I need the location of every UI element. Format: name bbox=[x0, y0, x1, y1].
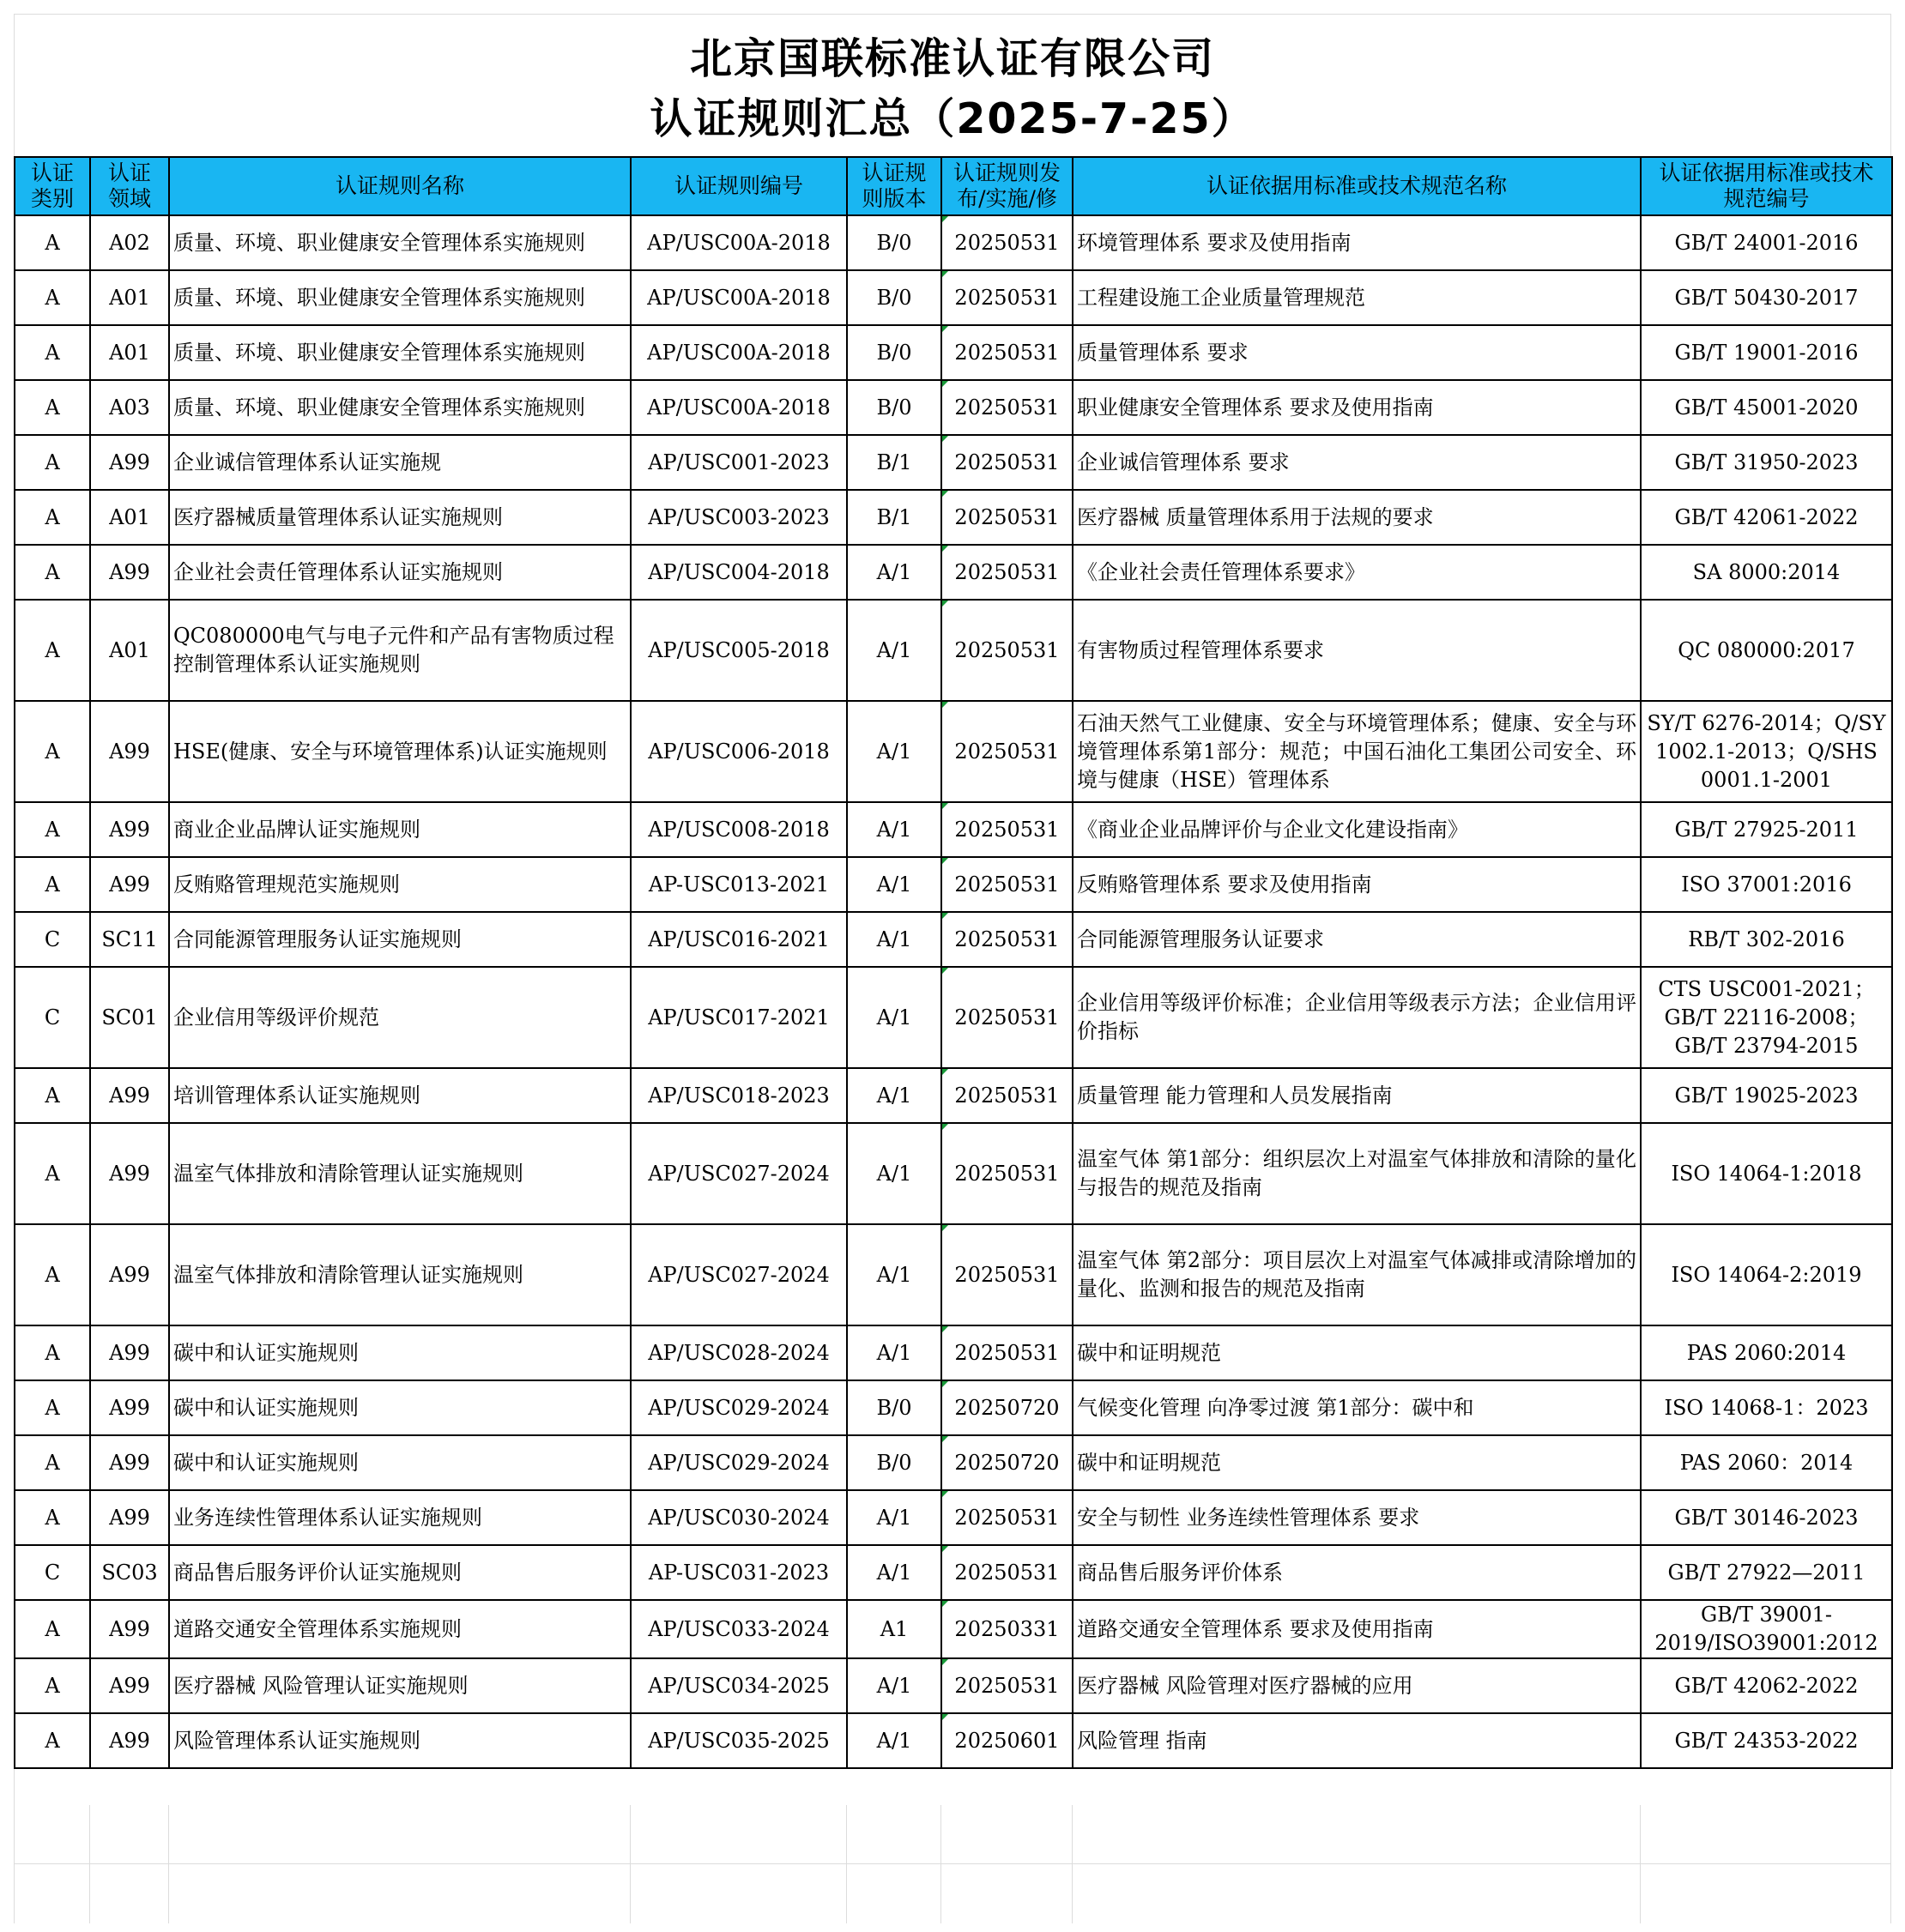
cell-field: A99 bbox=[90, 1325, 169, 1380]
cell-type: A bbox=[15, 1068, 90, 1123]
cell-date: 20250720 bbox=[941, 1435, 1073, 1490]
table-row bbox=[15, 1380, 1892, 1435]
cell-standard-code: CTS USC001-2021；GB/T 22116-2008；GB/T 23794-2015 bbox=[1641, 967, 1892, 1068]
cell-field: SC01 bbox=[90, 967, 169, 1068]
cell-field: A01 bbox=[90, 600, 169, 701]
cell-standard-name: 企业诚信管理体系 要求 bbox=[1073, 435, 1641, 490]
cell-rule-code: AP-USC013-2021 bbox=[631, 857, 847, 912]
cell-rule-name: 医疗器械 风险管理认证实施规则 bbox=[169, 1658, 631, 1713]
header-rule-code: 认证规则编号 bbox=[631, 157, 847, 215]
cell-type: A bbox=[15, 1713, 90, 1768]
cell-date: 20250531 bbox=[941, 215, 1073, 270]
cell-field: A99 bbox=[90, 1490, 169, 1545]
grid-line bbox=[846, 1805, 847, 1923]
grid-line bbox=[940, 1805, 941, 1923]
cell-field: SC03 bbox=[90, 1545, 169, 1600]
cell-date: 20250531 bbox=[941, 1123, 1073, 1224]
cell-standard-code: GB/T 50430-2017 bbox=[1641, 270, 1892, 325]
cell-type: A bbox=[15, 270, 90, 325]
cell-standard-code: GB/T 39001-2019/ISO39001:2012 bbox=[1641, 1600, 1892, 1658]
table-row bbox=[15, 1123, 1892, 1224]
cell-type: A bbox=[15, 215, 90, 270]
cell-field: A99 bbox=[90, 1380, 169, 1435]
cell-standard-code: ISO 14064-1:2018 bbox=[1641, 1123, 1892, 1224]
cell-version: A/1 bbox=[847, 1224, 941, 1325]
cell-version: B/0 bbox=[847, 215, 941, 270]
cell-rule-name: 合同能源管理服务认证实施规则 bbox=[169, 912, 631, 967]
cell-rule-code: AP/USC004-2018 bbox=[631, 545, 847, 600]
table-row bbox=[15, 701, 1892, 802]
table-row bbox=[15, 1713, 1892, 1768]
cell-field: A99 bbox=[90, 545, 169, 600]
cell-field: A99 bbox=[90, 1123, 169, 1224]
cell-version: A/1 bbox=[847, 857, 941, 912]
cell-standard-name: 《企业社会责任管理体系要求》 bbox=[1073, 545, 1641, 600]
cell-standard-name: 企业信用等级评价标准；企业信用等级表示方法；企业信用评价指标 bbox=[1073, 967, 1641, 1068]
cell-standard-code: PAS 2060：2014 bbox=[1641, 1435, 1892, 1490]
table-row bbox=[15, 435, 1892, 490]
cell-standard-name: 质量管理体系 要求 bbox=[1073, 325, 1641, 380]
cell-standard-code: GB/T 42061-2022 bbox=[1641, 490, 1892, 545]
cell-rule-code: AP-USC031-2023 bbox=[631, 1545, 847, 1600]
cell-field: A99 bbox=[90, 1713, 169, 1768]
cell-standard-name: 碳中和证明规范 bbox=[1073, 1325, 1641, 1380]
cell-standard-code: PAS 2060:2014 bbox=[1641, 1325, 1892, 1380]
cell-rule-name: 商业企业品牌认证实施规则 bbox=[169, 802, 631, 857]
cell-type: A bbox=[15, 490, 90, 545]
cell-rule-name: 反贿赂管理规范实施规则 bbox=[169, 857, 631, 912]
cell-type: C bbox=[15, 912, 90, 967]
cell-type: A bbox=[15, 545, 90, 600]
cell-version: B/0 bbox=[847, 325, 941, 380]
cell-version: A1 bbox=[847, 1600, 941, 1658]
cell-rule-name: QC080000电气与电子元件和产品有害物质过程控制管理体系认证实施规则 bbox=[169, 600, 631, 701]
cell-version: B/0 bbox=[847, 380, 941, 435]
cell-field: A99 bbox=[90, 435, 169, 490]
cell-type: A bbox=[15, 325, 90, 380]
cell-date: 20250531 bbox=[941, 270, 1073, 325]
cell-standard-code: GB/T 31950-2023 bbox=[1641, 435, 1892, 490]
table-row bbox=[15, 1435, 1892, 1490]
cell-version: B/0 bbox=[847, 1380, 941, 1435]
cell-field: A99 bbox=[90, 1658, 169, 1713]
header-standard-name: 认证依据用标准或技术规范名称 bbox=[1073, 157, 1641, 215]
cell-rule-code: AP/USC033-2024 bbox=[631, 1600, 847, 1658]
header-type bbox=[15, 157, 90, 215]
cell-type: C bbox=[15, 1545, 90, 1600]
grid-line bbox=[89, 1805, 90, 1923]
grid-line bbox=[168, 1805, 169, 1923]
empty-grid bbox=[14, 1805, 1891, 1923]
cell-standard-name: 道路交通安全管理体系 要求及使用指南 bbox=[1073, 1600, 1641, 1658]
header-rule-name: 认证规则名称 bbox=[169, 157, 631, 215]
cell-standard-name: 职业健康安全管理体系 要求及使用指南 bbox=[1073, 380, 1641, 435]
cell-field: A99 bbox=[90, 1224, 169, 1325]
table-row bbox=[15, 600, 1892, 701]
table-row bbox=[15, 912, 1892, 967]
cell-field: A02 bbox=[90, 215, 169, 270]
cell-type: A bbox=[15, 1325, 90, 1380]
table-row bbox=[15, 1224, 1892, 1325]
cell-type: A bbox=[15, 802, 90, 857]
cell-standard-code: SA 8000:2014 bbox=[1641, 545, 1892, 600]
cell-standard-code: SY/T 6276-2014；Q/SY 1002.1-2013；Q/SHS 0001.1-2001 bbox=[1641, 701, 1892, 802]
cell-version: B/1 bbox=[847, 490, 941, 545]
cell-rule-code: AP/USC001-2023 bbox=[631, 435, 847, 490]
cell-field: A01 bbox=[90, 490, 169, 545]
cell-standard-code: GB/T 24001-2016 bbox=[1641, 215, 1892, 270]
table-row bbox=[15, 802, 1892, 857]
cell-field: A03 bbox=[90, 380, 169, 435]
cell-rule-code: AP/USC018-2023 bbox=[631, 1068, 847, 1123]
cell-rule-code: AP/USC006-2018 bbox=[631, 701, 847, 802]
cell-rule-name: 碳中和认证实施规则 bbox=[169, 1325, 631, 1380]
table-row bbox=[15, 1545, 1892, 1600]
cell-standard-name: 石油天然气工业健康、安全与环境管理体系；健康、安全与环境管理体系第1部分：规范；中国石油化工集团公司安全、环境与健康（HSE）管理体系 bbox=[1073, 701, 1641, 802]
cell-field: A01 bbox=[90, 270, 169, 325]
grid-line bbox=[630, 1805, 631, 1923]
header-field-text: 认证 领域 bbox=[107, 160, 151, 211]
grid-line bbox=[1072, 1805, 1073, 1923]
table-row bbox=[15, 857, 1892, 912]
cell-standard-name: 温室气体 第1部分：组织层次上对温室气体排放和清除的量化与报告的规范及指南 bbox=[1073, 1123, 1641, 1224]
cell-rule-code: AP/USC016-2021 bbox=[631, 912, 847, 967]
cell-standard-code: GB/T 27922—2011 bbox=[1641, 1545, 1892, 1600]
cell-version: B/0 bbox=[847, 270, 941, 325]
cell-standard-code: GB/T 45001-2020 bbox=[1641, 380, 1892, 435]
cell-rule-code: AP/USC027-2024 bbox=[631, 1224, 847, 1325]
table-row bbox=[15, 380, 1892, 435]
cell-rule-name: 质量、环境、职业健康安全管理体系实施规则 bbox=[169, 325, 631, 380]
table-row bbox=[15, 1068, 1892, 1123]
cell-date: 20250531 bbox=[941, 1490, 1073, 1545]
cell-rule-code: AP/USC00A-2018 bbox=[631, 270, 847, 325]
cell-rule-name: 企业社会责任管理体系认证实施规则 bbox=[169, 545, 631, 600]
cell-date: 20250531 bbox=[941, 1224, 1073, 1325]
cell-standard-code: QC 080000:2017 bbox=[1641, 600, 1892, 701]
cell-standard-name: 商品售后服务评价体系 bbox=[1073, 1545, 1641, 1600]
cell-rule-name: 企业信用等级评价规范 bbox=[169, 967, 631, 1068]
cell-standard-name: 有害物质过程管理体系要求 bbox=[1073, 600, 1641, 701]
cell-date: 20250601 bbox=[941, 1713, 1073, 1768]
header-type-text: 认证 类别 bbox=[30, 160, 74, 211]
cell-version: A/1 bbox=[847, 1068, 941, 1123]
cell-rule-name: 质量、环境、职业健康安全管理体系实施规则 bbox=[169, 215, 631, 270]
cell-version: A/1 bbox=[847, 912, 941, 967]
cell-rule-name: 商品售后服务评价认证实施规则 bbox=[169, 1545, 631, 1600]
header-field bbox=[90, 157, 169, 215]
header-version-text: 认证规 则版本 bbox=[862, 160, 927, 211]
cell-rule-code: AP/USC00A-2018 bbox=[631, 380, 847, 435]
cell-version: A/1 bbox=[847, 802, 941, 857]
cell-date: 20250531 bbox=[941, 701, 1073, 802]
cell-standard-code: GB/T 24353-2022 bbox=[1641, 1713, 1892, 1768]
cell-date: 20250531 bbox=[941, 1545, 1073, 1600]
grid-line bbox=[14, 1863, 1891, 1864]
cell-rule-name: 质量、环境、职业健康安全管理体系实施规则 bbox=[169, 270, 631, 325]
cell-version: A/1 bbox=[847, 1658, 941, 1713]
cell-field: A99 bbox=[90, 857, 169, 912]
cell-type: A bbox=[15, 1490, 90, 1545]
cell-standard-name: 质量管理 能力管理和人员发展指南 bbox=[1073, 1068, 1641, 1123]
cell-standard-name: 工程建设施工企业质量管理规范 bbox=[1073, 270, 1641, 325]
cell-standard-code: RB/T 302-2016 bbox=[1641, 912, 1892, 967]
cell-type: A bbox=[15, 701, 90, 802]
cell-standard-name: 安全与韧性 业务连续性管理体系 要求 bbox=[1073, 1490, 1641, 1545]
grid-line bbox=[1640, 1805, 1641, 1923]
cell-date: 20250531 bbox=[941, 802, 1073, 857]
cell-rule-code: AP/USC027-2024 bbox=[631, 1123, 847, 1224]
cell-date: 20250531 bbox=[941, 1658, 1073, 1713]
table-row bbox=[15, 967, 1892, 1068]
cell-version: A/1 bbox=[847, 1325, 941, 1380]
table-row bbox=[15, 1600, 1892, 1658]
cell-rule-code: AP/USC00A-2018 bbox=[631, 325, 847, 380]
cell-version: A/1 bbox=[847, 1123, 941, 1224]
cell-date: 20250720 bbox=[941, 1380, 1073, 1435]
cell-rule-code: AP/USC005-2018 bbox=[631, 600, 847, 701]
cell-standard-name: 风险管理 指南 bbox=[1073, 1713, 1641, 1768]
table-row bbox=[15, 270, 1892, 325]
cell-standard-name: 《商业企业品牌评价与企业文化建设指南》 bbox=[1073, 802, 1641, 857]
cell-type: A bbox=[15, 600, 90, 701]
table-row bbox=[15, 1490, 1892, 1545]
cell-date: 20250531 bbox=[941, 857, 1073, 912]
cell-field: A99 bbox=[90, 802, 169, 857]
cell-standard-code: ISO 14068-1：2023 bbox=[1641, 1380, 1892, 1435]
cell-standard-name: 合同能源管理服务认证要求 bbox=[1073, 912, 1641, 967]
cell-rule-name: 碳中和认证实施规则 bbox=[169, 1380, 631, 1435]
cell-date: 20250531 bbox=[941, 380, 1073, 435]
header-row bbox=[15, 157, 1892, 215]
header-version bbox=[847, 157, 941, 215]
cell-rule-code: AP/USC030-2024 bbox=[631, 1490, 847, 1545]
cell-rule-name: 医疗器械质量管理体系认证实施规则 bbox=[169, 490, 631, 545]
cell-standard-name: 温室气体 第2部分：项目层次上对温室气体减排或清除增加的量化、监测和报告的规范及指南 bbox=[1073, 1224, 1641, 1325]
cell-standard-name: 气候变化管理 向净零过渡 第1部分：碳中和 bbox=[1073, 1380, 1641, 1435]
cell-rule-name: HSE(健康、安全与环境管理体系)认证实施规则 bbox=[169, 701, 631, 802]
cell-type: A bbox=[15, 1380, 90, 1435]
cell-rule-name: 培训管理体系认证实施规则 bbox=[169, 1068, 631, 1123]
cell-standard-name: 碳中和证明规范 bbox=[1073, 1435, 1641, 1490]
cell-standard-code: GB/T 19025-2023 bbox=[1641, 1068, 1892, 1123]
cell-standard-name: 反贿赂管理体系 要求及使用指南 bbox=[1073, 857, 1641, 912]
cell-type: A bbox=[15, 380, 90, 435]
cell-rule-code: AP/USC029-2024 bbox=[631, 1435, 847, 1490]
summary-title: 认证规则汇总（2025-7-25） bbox=[650, 94, 1255, 143]
cell-date: 20250531 bbox=[941, 600, 1073, 701]
header-standard-code bbox=[1641, 157, 1892, 215]
cell-version: B/0 bbox=[847, 1435, 941, 1490]
cell-rule-name: 企业诚信管理体系认证实施规 bbox=[169, 435, 631, 490]
cell-field: SC11 bbox=[90, 912, 169, 967]
cell-rule-name: 业务连续性管理体系认证实施规则 bbox=[169, 1490, 631, 1545]
cell-standard-code: GB/T 19001-2016 bbox=[1641, 325, 1892, 380]
table-row bbox=[15, 325, 1892, 380]
cell-version: B/1 bbox=[847, 435, 941, 490]
cell-standard-code: ISO 14064-2:2019 bbox=[1641, 1224, 1892, 1325]
cell-type: C bbox=[15, 967, 90, 1068]
cell-date: 20250531 bbox=[941, 967, 1073, 1068]
cell-rule-code: AP/USC00A-2018 bbox=[631, 215, 847, 270]
header-date bbox=[941, 157, 1073, 215]
cell-version: A/1 bbox=[847, 1545, 941, 1600]
company-title: 北京国联标准认证有限公司 bbox=[689, 34, 1215, 83]
cell-date: 20250531 bbox=[941, 325, 1073, 380]
cell-date: 20250331 bbox=[941, 1600, 1073, 1658]
header-date-text: 认证规则发 布/实施/修 bbox=[952, 160, 1061, 211]
cell-version: A/1 bbox=[847, 967, 941, 1068]
cell-rule-code: AP/USC029-2024 bbox=[631, 1380, 847, 1435]
cell-type: A bbox=[15, 857, 90, 912]
cell-standard-name: 医疗器械 风险管理对医疗器械的应用 bbox=[1073, 1658, 1641, 1713]
cell-rule-code: AP/USC017-2021 bbox=[631, 967, 847, 1068]
cell-rule-name: 碳中和认证实施规则 bbox=[169, 1435, 631, 1490]
cell-rule-code: AP/USC034-2025 bbox=[631, 1658, 847, 1713]
cell-field: A99 bbox=[90, 701, 169, 802]
cell-version: A/1 bbox=[847, 1490, 941, 1545]
cell-date: 20250531 bbox=[941, 545, 1073, 600]
rules-table bbox=[14, 156, 1893, 1769]
table-row bbox=[15, 490, 1892, 545]
cell-rule-name: 风险管理体系认证实施规则 bbox=[169, 1713, 631, 1768]
cell-type: A bbox=[15, 435, 90, 490]
cell-date: 20250531 bbox=[941, 912, 1073, 967]
cell-type: A bbox=[15, 1123, 90, 1224]
cell-date: 20250531 bbox=[941, 490, 1073, 545]
cell-field: A01 bbox=[90, 325, 169, 380]
cell-date: 20250531 bbox=[941, 1068, 1073, 1123]
cell-standard-name: 环境管理体系 要求及使用指南 bbox=[1073, 215, 1641, 270]
table-row bbox=[15, 1325, 1892, 1380]
cell-version: A/1 bbox=[847, 701, 941, 802]
table-row bbox=[15, 215, 1892, 270]
cell-field: A99 bbox=[90, 1435, 169, 1490]
cell-type: A bbox=[15, 1600, 90, 1658]
cell-version: A/1 bbox=[847, 545, 941, 600]
cell-rule-name: 质量、环境、职业健康安全管理体系实施规则 bbox=[169, 380, 631, 435]
cell-rule-code: AP/USC028-2024 bbox=[631, 1325, 847, 1380]
cell-date: 20250531 bbox=[941, 435, 1073, 490]
cell-date: 20250531 bbox=[941, 1325, 1073, 1380]
cell-rule-name: 温室气体排放和清除管理认证实施规则 bbox=[169, 1224, 631, 1325]
cell-type: A bbox=[15, 1224, 90, 1325]
cell-standard-code: ISO 37001:2016 bbox=[1641, 857, 1892, 912]
cell-type: A bbox=[15, 1435, 90, 1490]
cell-version: A/1 bbox=[847, 600, 941, 701]
cell-type: A bbox=[15, 1658, 90, 1713]
header-standard-code-text: 认证依据用标准或技术 规范编号 bbox=[1659, 160, 1874, 211]
cell-rule-name: 道路交通安全管理体系实施规则 bbox=[169, 1600, 631, 1658]
cell-rule-name: 温室气体排放和清除管理认证实施规则 bbox=[169, 1123, 631, 1224]
cell-field: A99 bbox=[90, 1068, 169, 1123]
cell-rule-code: AP/USC035-2025 bbox=[631, 1713, 847, 1768]
cell-standard-code: GB/T 30146-2023 bbox=[1641, 1490, 1892, 1545]
table-row bbox=[15, 545, 1892, 600]
cell-field: A99 bbox=[90, 1600, 169, 1658]
table-row bbox=[15, 1658, 1892, 1713]
cell-standard-name: 医疗器械 质量管理体系用于法规的要求 bbox=[1073, 490, 1641, 545]
cell-rule-code: AP/USC003-2023 bbox=[631, 490, 847, 545]
cell-version: A/1 bbox=[847, 1713, 941, 1768]
cell-standard-code: GB/T 42062-2022 bbox=[1641, 1658, 1892, 1713]
cell-rule-code: AP/USC008-2018 bbox=[631, 802, 847, 857]
cell-standard-code: GB/T 27925-2011 bbox=[1641, 802, 1892, 857]
